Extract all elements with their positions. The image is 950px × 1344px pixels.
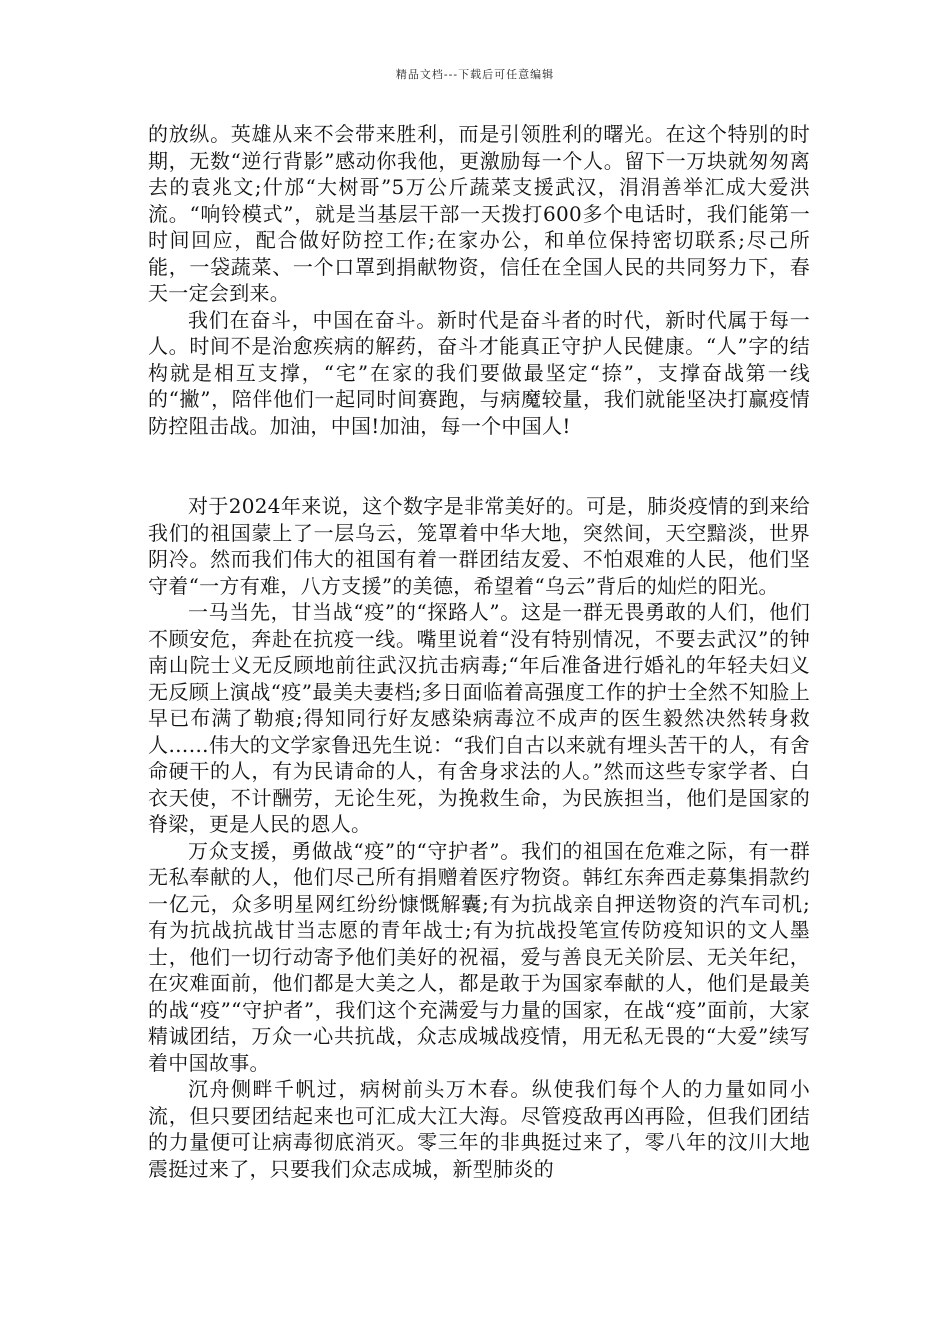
paragraph: 万众支援，勇做战“疫”的“守护者”。我们的祖国在危难之际，有一群无私奉献的人，他们尽己所有捐赠着医疗物资。韩红东奔西走募集捐款约一亿元，众多明星网红纷纷慷慨解囊;有为抗战亲自押送物资的汽车司机;有为抗战抗战甘当志愿的青年战士;有为抗战投笔宣传防疫知识的文人墨士，他们一切行动寄予他们美好的祝福，爱与善良无关阶层、无关年纪，在灾难面前，他们都是大美之人，都是敢于为国家奉献的人，他们是最美的战“疫”“守护者”，我们这个充满爱与力量的国家，在战“疫”面前，大家精诚团结，万众一心共抗战，众志成城战疫情，用无私无畏的“大爱”续写着中国故事。: [148, 838, 810, 1075]
paragraph: 一马当先，甘当战“疫”的“探路人”。这是一群无畏勇敢的人们，他们不顾安危，奔赴在抗疫一线。嘴里说着“没有特别情况，不要去武汉”的钟南山院士义无反顾地前往武汉抗击病毒;“年后准备进行婚礼的年轻夫妇义无反顾上演战“疫”最美夫妻档;多日面临着高强度工作的护士全然不知脸上早已布满了勒痕;得知同行好友感染病毒泣不成声的医生毅然决然转身救人……伟大的文学家鲁迅先生说：“我们自古以来就有埋头苦干的人，有舍命硬干的人，有为民请命的人，有舍身求法的人。”然而这些专家学者、白衣天使，不计酬劳，无论生死，为挽救生命，为民族担当，他们是国家的脊梁，更是人民的恩人。: [148, 600, 810, 836]
document-body: [148, 121, 810, 1182]
paragraph: 对于2024年来说，这个数字是非常美好的。可是，肺炎疫情的到来给我们的祖国蒙上了一层乌云，笼罩着中华大地，突然间，天空黯淡，世界阴冷。然而我们伟大的祖国有着一群团结友爱、不怕艰难的人民，他们坚守着“一方有难，八方支援”的美德，希望着“乌云”背后的灿烂的阳光。: [148, 494, 810, 598]
paragraph: 我们在奋斗，中国在奋斗。新时代是奋斗者的时代，新时代属于每一人。时间不是治愈疾病的解药，奋斗才能真正守护人民健康。“人”字的结构就是相互支撑，“宅”在家的我们要做最坚定“捺”，支撑奋战第一线的“撇”，陪伴他们一起同时间赛跑，与病魔较量，我们就能坚决打赢疫情防控阻击战。加油，中国!加油，每一个中国人!: [148, 307, 810, 438]
paragraph: 沉舟侧畔千帆过，病树前头万木春。纵使我们每个人的力量如同小流，但只要团结起来也可汇成大江大海。尽管疫敌再凶再险，但我们团结的力量便可让病毒彻底消灭。零三年的非典挺过来了，零八年的汶川大地震挺过来了，只要我们众志成城，新型肺炎的: [148, 1077, 810, 1181]
page-header: 精品文档---下载后可任意编辑: [395, 68, 555, 81]
paragraph: 的放纵。英雄从来不会带来胜利，而是引领胜利的曙光。在这个特别的时期，无数“逆行背影”感动你我他，更激励每一个人。留下一万块就匆匆离去的袁兆文;什邡“大树哥”5万公斤蔬菜支援武汉，涓涓善举汇成大爱洪流。“响铃模式”，就是当基层干部一天拨打600多个电话时，我们能第一时间回应，配合做好防控工作;在家办公，和单位保持密切联系;尽己所能，一袋蔬菜、一个口罩到捐献物资，信任在全国人民的共同努力下，春天一定会到来。: [148, 122, 810, 305]
section-divider: [148, 439, 810, 493]
